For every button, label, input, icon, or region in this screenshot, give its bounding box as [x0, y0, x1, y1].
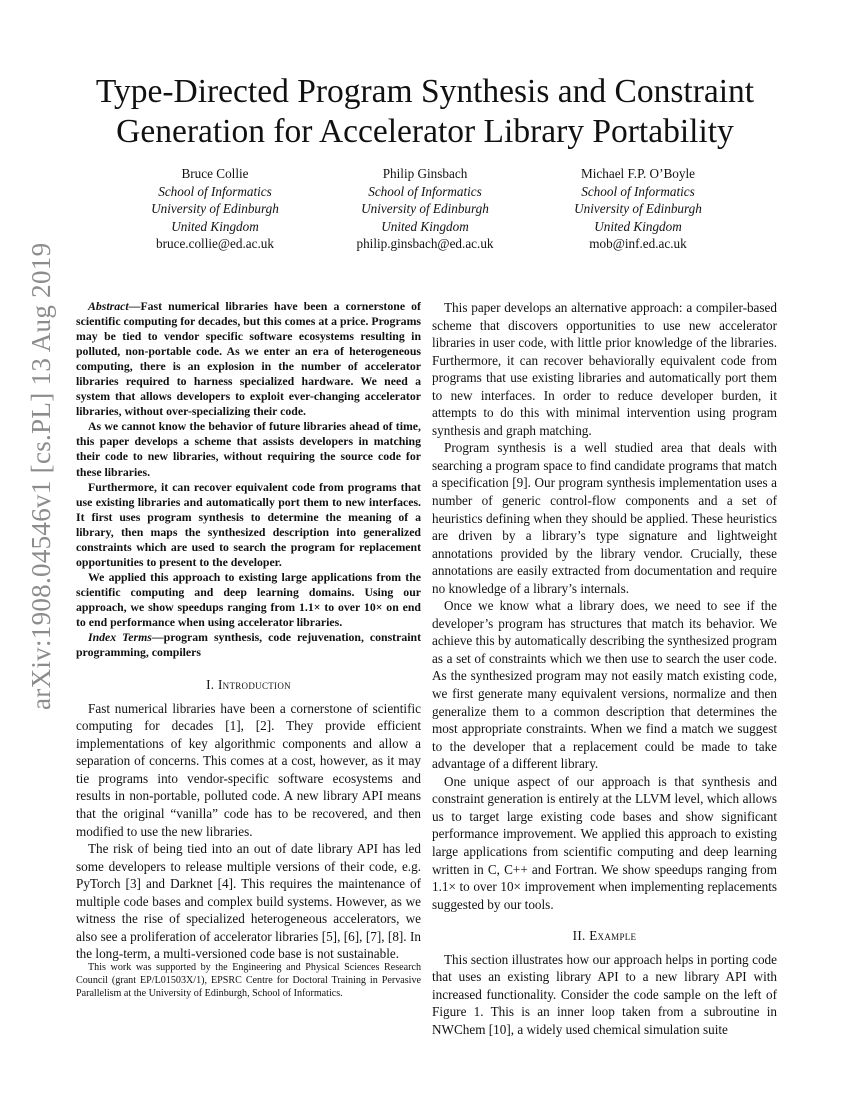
abstract-paragraph: As we cannot know the behavior of future libraries ahead of time, this paper develops a scheme that assists developers in matching their code to new libraries, without requiring the source code for these libraries.: [76, 419, 421, 479]
author-country: United Kingdom: [594, 218, 682, 234]
body-paragraph: Fast numerical libraries have been a cornerstone of scientific computing for decades [1], [2]. They provide efficient implementations of key algorithmic components and allow a separation of concerns. This comes at a cost, however, as it may tie programs into vendor-specific software ecosystems and results in non-portable, polluted code. A new library API means that the original “vanilla” code has to be recovered, and then modified to use the new libraries.: [76, 700, 421, 839]
arxiv-stamp: [4, 242, 56, 710]
author-institution: University of Edinburgh: [574, 201, 702, 217]
index-terms-label: Index Terms: [88, 630, 152, 645]
abstract: [76, 299, 421, 630]
body-paragraph: This paper develops an alternative approach: a compiler-based scheme that discovers opportunities to use new accelerator libraries in user code, with little prior knowledge of the libraries. Furthermore, it can recover behaviorally equivalent code from programs that use existing libraries and automatically port them to new interfaces. In order to reduce developer burden, it attempts to do this with minimal intervention using program synthesis and graph matching.: [432, 300, 777, 438]
author-name: Bruce Collie: [181, 166, 249, 181]
abstract-paragraph: We applied this approach to existing large applications from the scientific computing and deep learning domains. Using our approach, we show speedups ranging from 1.1× to over 10× on end to end performance when using accelerator libraries.: [76, 569, 421, 629]
author-department: School of Informatics: [368, 183, 482, 199]
footnote: [76, 961, 421, 1000]
author-email: bruce.collie@ed.ac.uk: [156, 236, 274, 252]
paper-title: Type-Directed Program Synthesis and Constraint Generation for Accelerator Library Portability: [95, 73, 755, 150]
author-institution: University of Edinburgh: [151, 201, 279, 217]
funding-footnote: This work was supported by the Engineering and Physical Sciences Research Council (grant EP/L01503X/1), EPSRC Centre for Doctoral Training in Pervasive Parallelism at the University of Edinburgh, School of Informatics.: [76, 962, 421, 1000]
left-column: [76, 299, 421, 963]
author-institution: University of Edinburgh: [361, 201, 489, 217]
author-department: School of Informatics: [158, 183, 272, 199]
body-paragraph: Once we know what a library does, we need to see if the developer’s program has structures that match its behavior. We achieve this by automatically describing the synthesized program as a set of constraints which we then use to search the user code. As the synthesized program may not easily match existing code, we first generate many equivalent versions, normalize and then generalize them to a common description that determines the most appropriate constraints. When we find a match we suggest to the developer that a replacement could be made to take advantage of a different library.: [432, 598, 777, 772]
author-name: Philip Ginsbach: [382, 166, 468, 181]
author-1: [105, 165, 325, 253]
abstract-paragraph: Furthermore, it can recover equivalent code from programs that use existing libraries and automatically port them to new interfaces. It first uses program synthesis to determine the meaning of a library, then maps the synthesized description into generalized constraints which are used to search the program for replacement opportunities to present to the developer.: [76, 479, 421, 569]
body-paragraph: The risk of being tied into an out of date library API has led some developers to release multiple versions of their code, e.g. PyTorch [3] and Darknet [4]. This requires the maintenance of multiple code bases and complex build systems. However, as we witness the rise of specialized heterogeneous accelerators, we also see a proliferation of accelerator libraries [5], [6], [7], [8]. In the long-term, a multi-versioned code base is not sustainable.: [76, 841, 421, 962]
body-paragraph: One unique aspect of our approach is that synthesis and constraint generation is entirely at the LLVM level, which allows us to target large existing code bases and show significant performance improvement. We applied this approach to existing large applications from scientific computing and deep learning written in C, C++ and Fortran. We show speedups ranging from 1.1× to over 10× improvement when implementing replacements suggested by our tools.: [432, 773, 777, 912]
author-name: Michael F.P. O’Boyle: [581, 166, 695, 181]
body-paragraph: This section illustrates how our approach helps in porting code that uses an existing library API to a new library API with increased functionality. Consider the code sample on the left of Figure 1. This is an inner loop taken from a subroutine in NWChem [10], a widely used chemical simulation suite: [432, 951, 777, 1037]
abstract-label: Abstract: [88, 299, 129, 313]
body-paragraph: Program synthesis is a well studied area that deals with searching a program space to find candidate programs that match a specification [9]. Our program synthesis implementation uses a number of generic control-flow components and a set of heuristics defining when they should be applied. These heuristics are driven by a library’s type signature and lightweight annotations provided by the library vendor. Crucially, these annotations are easily extracted from documentation and require no knowledge of a library’s internals.: [432, 440, 777, 596]
author-2: [315, 165, 535, 253]
abstract-paragraph: Abstract—Fast numerical libraries have been a cornerstone of scientific computing for decades, but this comes at a price. Programs may be tied to vendor specific software ecosystems resulting in polluted, non-portable code. As we enter an era of heterogeneous computing, there is an explosion in the number of accelerator libraries required to harness specialized hardware. We need a system that allows developers to exploit ever-changing accelerator libraries, without over-specializing their code.: [76, 299, 421, 419]
index-terms: Index Terms—program synthesis, code rejuvenation, constraint programming, compilers: [76, 630, 421, 660]
author-country: United Kingdom: [381, 218, 469, 234]
author-email: philip.ginsbach@ed.ac.uk: [356, 236, 494, 252]
section-heading-introduction: I. Introduction: [206, 677, 291, 693]
right-column: [432, 299, 777, 1038]
arxiv-identifier: arXiv:1908.04546v1 [cs.PL] 13 Aug 2019: [26, 242, 56, 710]
author-email: mob@inf.ed.ac.uk: [589, 236, 687, 252]
author-3: [528, 165, 748, 253]
author-country: United Kingdom: [171, 218, 259, 234]
author-department: School of Informatics: [581, 183, 695, 199]
section-heading-example: II. Example: [572, 928, 637, 944]
